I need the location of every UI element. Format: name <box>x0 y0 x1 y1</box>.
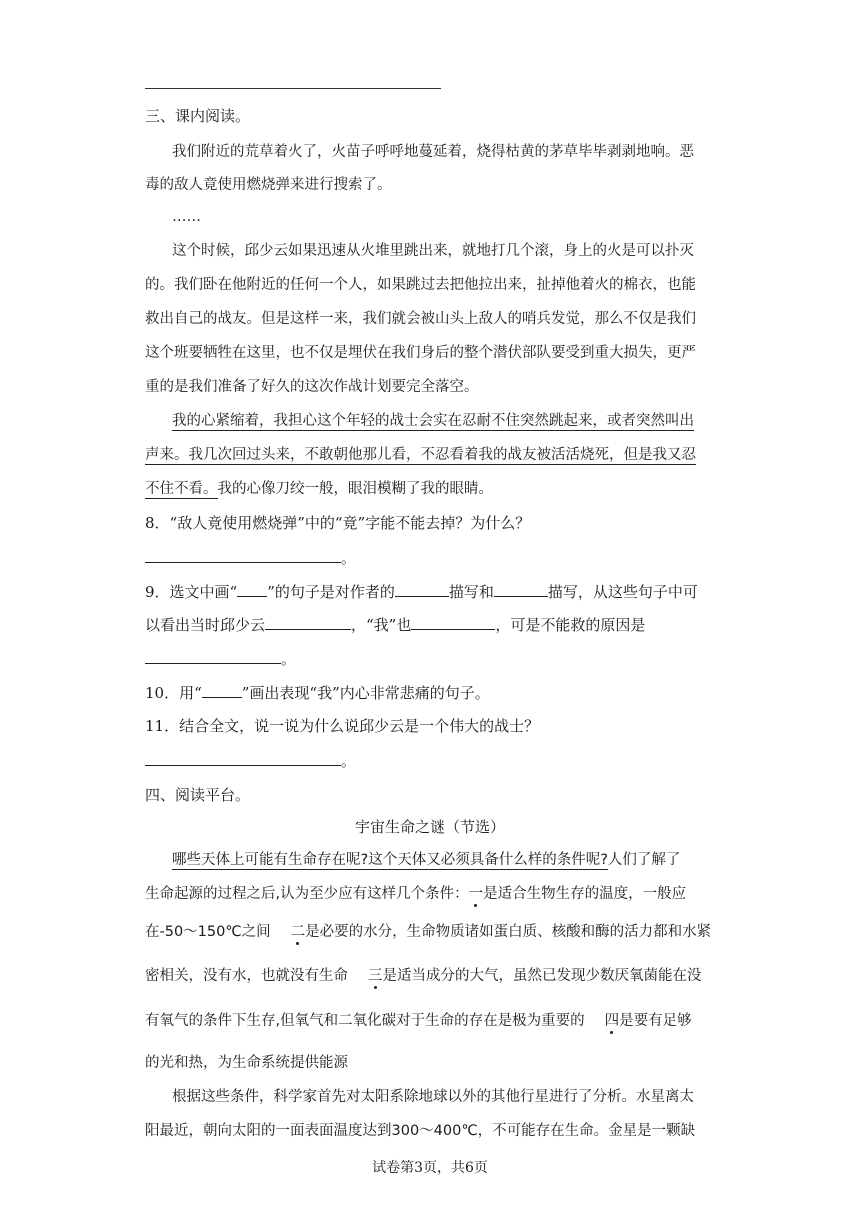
passage-text: 是适当成分的大气，虽然已发现少数厌氧菌能在没 <box>382 968 702 984</box>
line-style-sample <box>202 683 242 698</box>
q9-text: ”的句子是对作者的 <box>267 583 395 601</box>
page-footer: 试卷第3页，共6页 <box>372 1160 488 1176</box>
question-10 <box>145 683 490 703</box>
passage1-line: 的。我们卧在他附近的任何一个人，如果跳过去把他拉出来，扯掉他着火的棉衣，也能 <box>145 277 696 293</box>
answer-line-q9 <box>145 649 296 669</box>
period: 。 <box>341 549 357 567</box>
q9-text: ，可是不能救的原因是 <box>495 616 646 634</box>
question-8: 8．“敌人竟使用燃烧弹”中的“竟”字能不能去掉？为什么？ <box>145 514 531 532</box>
answer-blank[interactable] <box>395 582 449 597</box>
q10-text: 10．用“ <box>145 684 202 702</box>
passage-text: 有氧气的条件下生存,但氧气和二氧化碳对于生命的存在是极为重要的 <box>145 1013 585 1029</box>
question-11: 11．结合全文，说一说为什么说邱少云是一个伟大的战士？ <box>145 717 540 735</box>
passage2-line <box>172 850 680 870</box>
period: 。 <box>281 650 297 668</box>
q9-text: 以看出当时邱少云 <box>145 616 266 634</box>
question-9-line1 <box>145 582 698 602</box>
dotted-char: 二 <box>290 924 306 940</box>
passage1-line <box>145 479 493 499</box>
period: 。 <box>341 752 357 770</box>
passage2-line: 的光和热，为生命系统提供能源 <box>145 1055 348 1071</box>
q9-text: 描写和 <box>448 583 494 601</box>
q9-text: 描写，从这些句子中可 <box>547 583 698 601</box>
passage2-line <box>145 884 686 904</box>
passage-text: 是要有足够 <box>619 1013 692 1029</box>
passage1-line-underlined <box>145 445 696 465</box>
passage-text: 人们了解了 <box>607 852 681 868</box>
passage2-line <box>145 1011 692 1031</box>
answer-blank[interactable] <box>265 615 351 630</box>
passage1-line-underlined <box>172 411 694 431</box>
q10-text: ”画出表现“我”内心非常悲痛的句子。 <box>241 684 490 702</box>
section-3-title: 三、课内阅读。 <box>145 107 251 125</box>
passage1-line: 重的是我们准备了好久的这次作战计划要完全落空。 <box>145 379 479 395</box>
passage-text: 我的心像刀绞一般，眼泪模糊了我的眼睛。 <box>217 481 493 497</box>
section-4-title: 四、阅读平台。 <box>145 786 251 804</box>
underlined-sentence: 我的心紧缩着，我担心这个年轻的战士会实在忍耐不住突然跳起来，或者突然叫出 <box>172 413 694 429</box>
passage1-ellipsis: …… <box>172 209 201 225</box>
answer-blank[interactable] <box>145 649 281 664</box>
passage2-line <box>145 966 702 986</box>
answer-blank[interactable] <box>411 615 495 630</box>
q9-text: ，“我”也 <box>351 616 412 634</box>
passage-text: 密相关，没有水，也就没有生命 <box>145 968 348 984</box>
line-style-sample <box>237 582 267 597</box>
answer-blank[interactable] <box>494 582 548 597</box>
underlined-sentence: 不住不看。 <box>145 481 218 497</box>
passage1-line: 救出自己的战友。但是这样一来，我们就会被山头上敌人的哨兵发觉，那么不仅是我们 <box>145 311 696 327</box>
passage1-line: 毒的敌人竟使用燃烧弹来进行搜索了。 <box>145 177 392 193</box>
dotted-char: 一 <box>468 886 484 902</box>
passage2-line <box>145 922 711 942</box>
dotted-char: 四 <box>604 1013 620 1029</box>
answer-line-q11 <box>145 751 356 771</box>
dotted-char: 三 <box>368 968 383 984</box>
passage-text: 是必要的水分，生命物质诸如蛋白质、核酸和酶的活力都和水紧 <box>305 924 712 940</box>
passage1-line: 这个班要牺牲在这里，也不仅是埋伏在我们身后的整个潜伏部队要受到重大损失，更严 <box>145 345 696 361</box>
passage-text: 是适合生物生存的温度，一般应 <box>483 886 687 902</box>
answer-line-q8 <box>145 548 356 568</box>
answer-line-top <box>145 88 441 89</box>
passage2-line: 阳最近，朝向太阳的一面表面温度达到300～400℃，不可能存在生命。金星是一颗缺 <box>145 1123 696 1139</box>
underlined-sentence: 哪些天体上可能有生命存在呢?这个天体又必须具备什么样的条件呢? <box>172 852 608 868</box>
underlined-sentence: 声来。我几次回过头来，不敢朝他那儿看，不忍看着我的战友被活活烧死，但是我又忍 <box>145 447 696 463</box>
passage1-line: 我们附近的荒草着火了，火苗子呼呼地蔓延着，烧得枯黄的茅草毕毕剥剥地响。恶 <box>172 144 694 160</box>
passage2-line: 根据这些条件，科学家首先对太阳系除地球以外的其他行星进行了分析。水星离太 <box>172 1089 694 1105</box>
passage1-line: 这个时候，邱少云如果迅速从火堆里跳出来，就地打几个滚，身上的火是可以扑灭 <box>172 243 694 259</box>
passage-text: 生命起源的过程之后,认为至少应有这样几个条件： <box>145 886 469 902</box>
answer-blank[interactable] <box>145 548 341 563</box>
passage-text: 在-50～150℃之间 <box>145 924 271 940</box>
q9-text: 9．选文中画“ <box>145 583 238 601</box>
passage2-title: 宇宙生命之谜（节选） <box>354 818 505 836</box>
answer-blank[interactable] <box>145 751 341 766</box>
question-9-line2 <box>145 615 645 635</box>
